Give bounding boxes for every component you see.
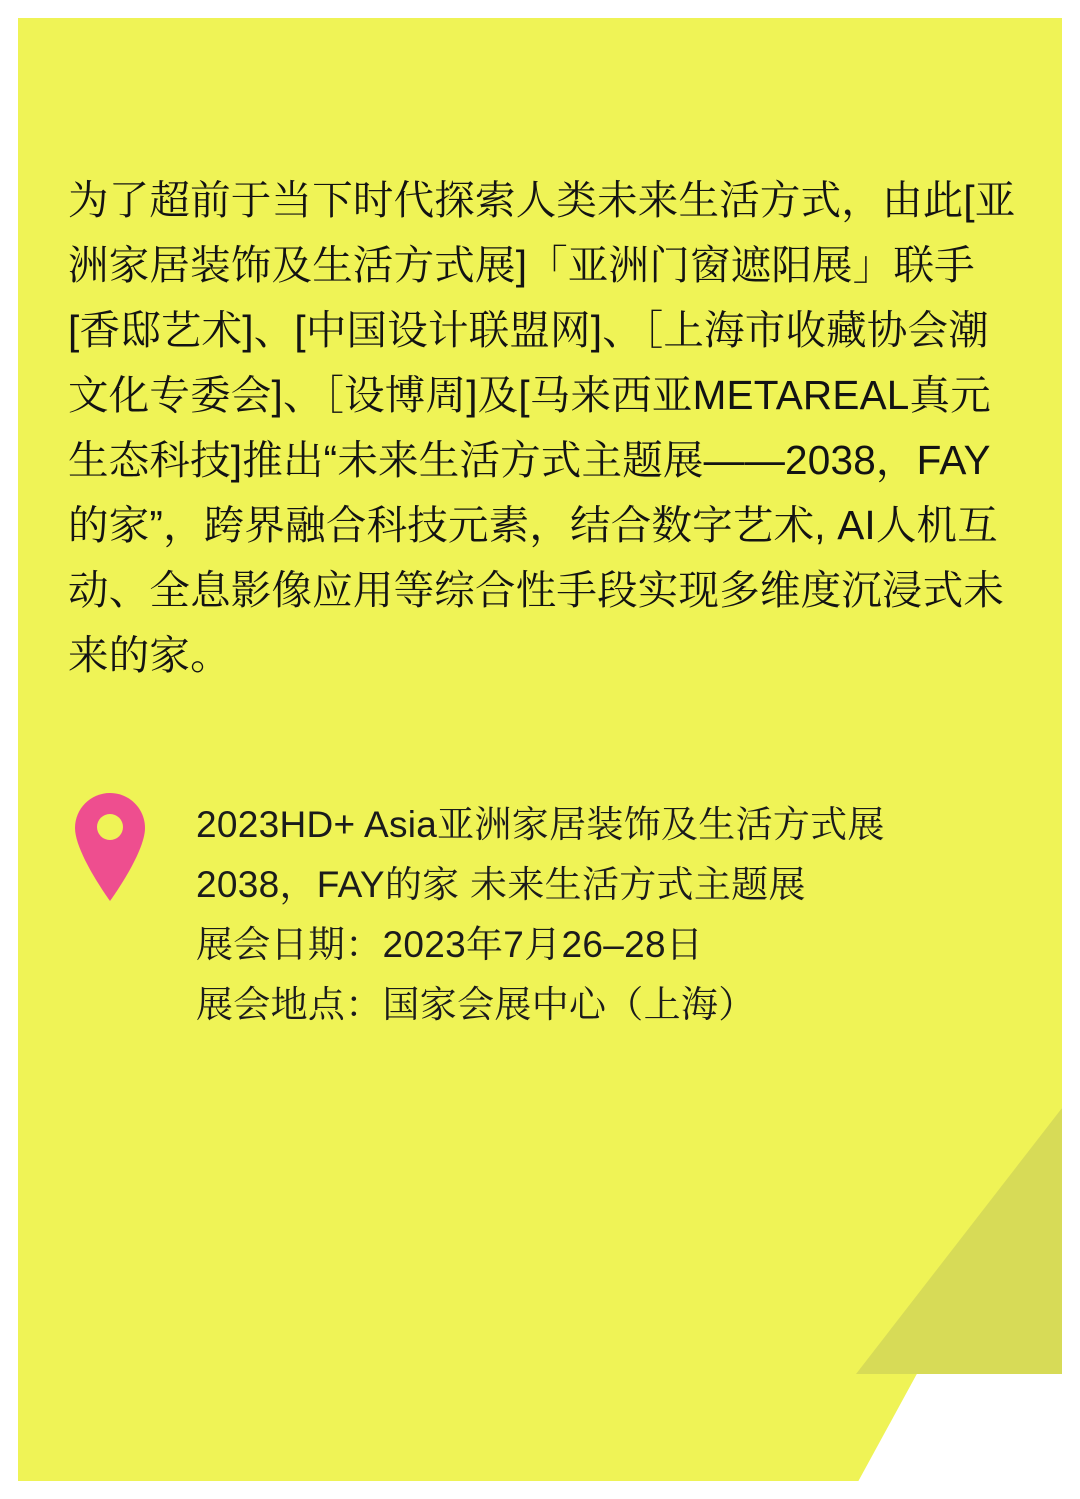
event-line-theme: 2038，FAY的家 未来生活方式主题展 — [196, 864, 806, 905]
event-line-exhibition: 2023HD+ Asia亚洲家居装饰及生活方式展 — [196, 804, 885, 845]
event-line-venue: 展会地点：国家会展中心（上海） — [196, 984, 756, 1025]
event-line-date: 展会日期：2023年7月26–28日 — [196, 924, 704, 965]
article-paragraph: 为了超前于当下时代探索人类未来生活方式，由此[亚洲家居装饰及生活方式展]「亚洲门窗遮阳展」联手[香邸艺术]、[中国设计联盟网]、［上海市收藏协会潮文化专委会]、［设博周]及[马来西亚METAREAL真元生态科技]推出“未来生活方式主题展——2038，FAY的家”，跨界融合科技元素，结合数字艺术, AI人机互动、全息影像应用等综合性手段实现多维度沉浸式未来的家。 — [68, 177, 1016, 678]
location-pin-icon — [72, 791, 148, 937]
event-info-block — [196, 795, 1026, 1035]
